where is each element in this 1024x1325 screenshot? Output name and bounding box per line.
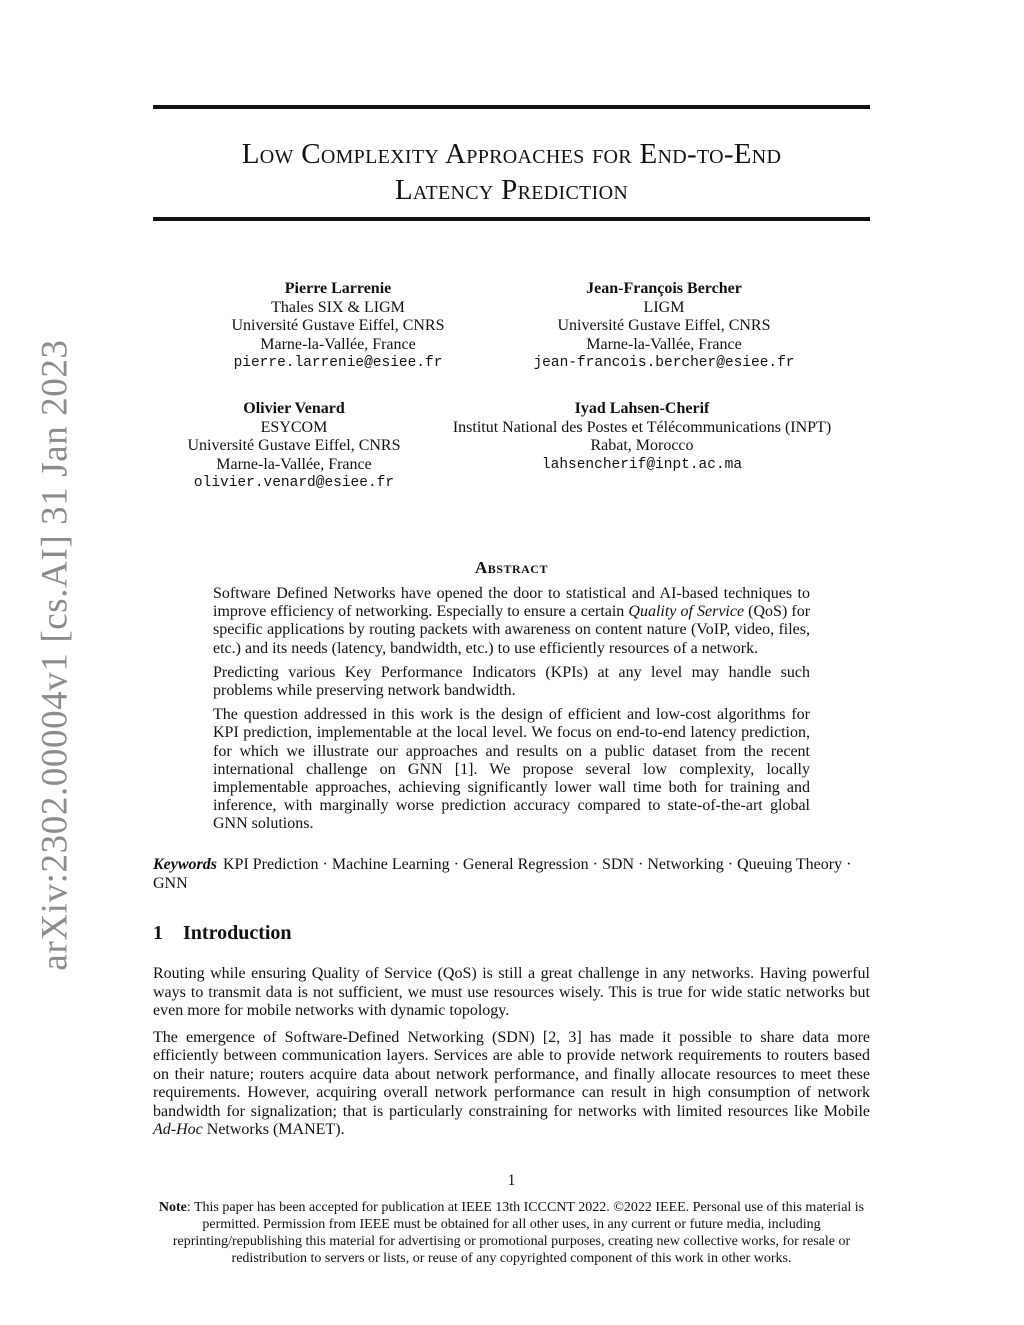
body-text: The emergence of Software-Defined Networking (SDN) [2, 3] has made it possible to share data more efficiently between communication layers. Services are able to provide network requirements to routers based on their nature; routers acquire data about network performance, and finally allocate resources to meet these requirements. However, acquiring overall network performance can result in high consumption of network bandwidth for signalization; that is particularly constraining for networks with limited resources like Mobile	[153, 1028, 870, 1120]
note-label: Note	[158, 1200, 187, 1215]
introduction-body	[153, 965, 870, 1148]
author-block-2	[514, 280, 814, 373]
arxiv-stamp-text: arXiv:2302.00004v1 [cs.AI] 31 Jan 2023	[34, 339, 76, 971]
section-number: 1	[153, 922, 163, 944]
body-paragraph: Routing while ensuring Quality of Service (QoS) is still a great challenge in any networks. Having powerful ways to transmit data is not sufficient, we must use resources wisely. This is true for wide static networks but even more for mobile networks with dynamic topology.	[153, 965, 870, 1019]
title-top-rule	[153, 105, 870, 109]
author-affiliation: Institut National des Postes et Télécommunications (INPT)	[452, 418, 832, 436]
abstract-paragraph	[213, 585, 810, 658]
author-name: Olivier Venard	[243, 400, 345, 417]
abstract-paragraph: The question addressed in this work is the design of efficient and low-cost algorithms for KPI prediction, implementable at the local level. We focus on end-to-end latency prediction, for which we illustrate our approaches and results on a public dataset from the recent international challenge on GNN [1]. We propose several low complexity, locally implementable approaches, achieving significantly lower wall time both for training and inference, with marginally worse prediction accuracy compared to state-of-the-art global GNN solutions.	[213, 706, 810, 833]
abstract-emphasis: Quality of Service	[628, 603, 745, 621]
author-block-1	[188, 280, 488, 373]
author-email[interactable]: olivier.venard@esiee.fr	[193, 475, 395, 492]
section-title: Introduction	[183, 922, 292, 944]
author-email[interactable]: pierre.larrenie@esiee.fr	[233, 355, 443, 372]
note-text: : This paper has been accepted for publication at IEEE 13th ICCCNT 2022. ©2022 IEEE. Personal use of this material is permitted. Permission from IEEE must be obtained for all other uses, in any current or future media, including reprinting/republishing this material for advertising or promotional purposes, creating new collective works, for resale or redistribution to servers or lists, or reuse of any copyrighted component of this work in other works.	[172, 1200, 865, 1266]
author-email[interactable]: jean-francois.bercher@esiee.fr	[533, 355, 795, 372]
author-affiliation: Marne-la-Vallée, France	[586, 335, 742, 353]
body-paragraph	[153, 1029, 870, 1140]
paper-title	[153, 136, 870, 208]
author-affiliation: Université Gustave Eiffel, CNRS	[557, 317, 771, 335]
body-text: Networks (MANET).	[202, 1121, 345, 1138]
author-affiliation: Marne-la-Vallée, France	[260, 335, 416, 353]
title-line-2: Latency Prediction	[394, 174, 629, 206]
abstract-text: Software Defined Networks have opened the door to statistical and AI-based techniques to improve efficiency of networking. Especially to ensure a certain	[213, 585, 810, 621]
author-affiliation: ESYCOM	[260, 418, 328, 436]
keywords	[153, 856, 870, 893]
keywords-text: KPI Prediction · Machine Learning · General Regression · SDN · Networking · Queuing Theory · GNN	[153, 856, 852, 892]
author-affiliation: LIGM	[643, 298, 685, 316]
author-block-3	[144, 400, 444, 493]
author-affiliation: Thales SIX & LIGM	[271, 298, 405, 316]
abstract-paragraph: Predicting various Key Performance Indicators (KPIs) at any level may handle such problems while preserving network bandwidth.	[213, 663, 810, 700]
author-email[interactable]: lahsencherif@inpt.ac.ma	[541, 456, 743, 473]
page-number: 1	[507, 1172, 516, 1189]
body-emphasis: Ad-Hoc	[153, 1121, 203, 1138]
title-line-1: Low Complexity Approaches for End-to-End	[241, 138, 782, 170]
author-block-4	[432, 400, 852, 474]
author-affiliation: Université Gustave Eiffel, CNRS	[231, 317, 445, 335]
author-name: Iyad Lahsen-Cherif	[574, 400, 710, 417]
abstract-text: (QoS) for specific applications by routing packets with awareness on content nature (VoIP, video, files, etc.) and its needs (latency, bandwidth, etc.) to use efficiently resources of a network.	[213, 603, 811, 657]
section-heading-introduction	[153, 922, 292, 945]
copyright-note	[150, 1199, 873, 1267]
author-affiliation: Marne-la-Vallée, France	[216, 455, 372, 473]
abstract-body	[213, 585, 810, 840]
abstract-heading: Abstract	[475, 558, 548, 577]
author-affiliation: Université Gustave Eiffel, CNRS	[187, 437, 401, 455]
title-bottom-rule	[153, 217, 870, 221]
author-name: Pierre Larrenie	[284, 280, 392, 297]
author-name: Jean-François Bercher	[586, 280, 742, 297]
author-affiliation: Rabat, Morocco	[590, 437, 694, 455]
keywords-label: Keywords	[153, 856, 217, 873]
